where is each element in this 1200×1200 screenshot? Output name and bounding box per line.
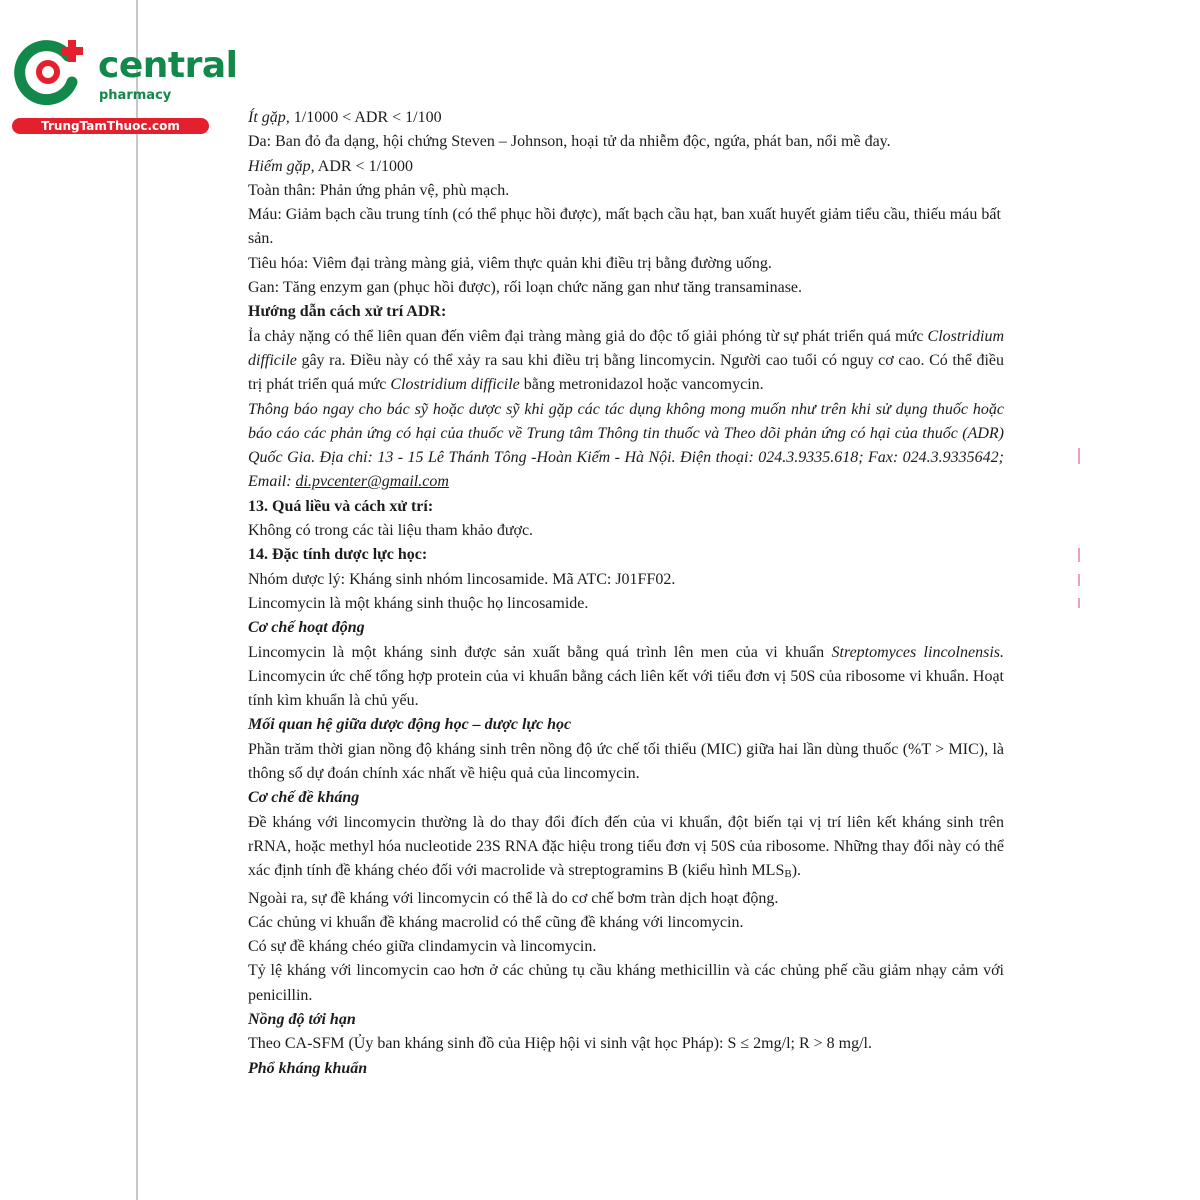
very-rare-range: ADR < 1/1000 xyxy=(314,157,414,175)
macrolide-resistance-text: Các chủng vi khuẩn đề kháng macrolid có thể cũng đề kháng với lincomycin. xyxy=(248,913,744,931)
skin-effects: Da: Ban đỏ đa dạng, hội chứng Steven – Johnson, hoại tử da nhiễm độc, ngứa, phát ban, nổi mề đay. xyxy=(248,133,891,151)
very-rare-heading: Hiếm gặp, xyxy=(248,157,315,175)
mechanism-text-part: Lincomycin ức chế tổng hợp protein của vi khuẩn bằng cách liên kết với tiểu đơn vị 50S của ribosome vi khuẩn. Hoạt tính kìm khuẩn là chủ yếu. xyxy=(248,667,1004,710)
blood-effects: Máu: Giảm bạch cầu trung tính (có thể phục hồi được), mất bạch cầu hạt, ban xuất huyết giảm tiểu cầu, thiếu máu bất sản. xyxy=(248,206,1001,248)
margin-mark xyxy=(1078,598,1080,608)
pk-pd-heading: Mối quan hệ giữa dược động học – dược lực học xyxy=(248,716,572,734)
mechanism-text xyxy=(248,641,1004,714)
adr-report-notice xyxy=(248,398,1004,495)
resistance-text xyxy=(248,811,1004,887)
spectrum-heading: Phổ kháng khuẩn xyxy=(248,1059,368,1077)
brand-name: central xyxy=(98,45,238,86)
mechanism-text-part: Lincomycin là một kháng sinh được sản xuất bằng quá trình lên men của vi khuẩn xyxy=(248,643,832,661)
drug-family: Lincomycin là một kháng sinh thuộc họ lincosamide. xyxy=(248,594,589,612)
section-13-heading: 13. Quá liều và cách xử trí: xyxy=(248,497,434,515)
brand-url-badge[interactable]: TrungTamThuoc.com xyxy=(12,118,209,134)
margin-mark xyxy=(1078,574,1080,586)
section-14-heading: 14. Đặc tính dược lực học: xyxy=(248,546,428,564)
organism-name: Streptomyces lincolnensis. xyxy=(831,643,1004,661)
page-edge-line xyxy=(136,0,138,1200)
digestive-effects: Tiêu hóa: Viêm đại tràng màng giả, viêm thực quản khi điều trị bằng đường uống. xyxy=(248,254,772,272)
very-rare-frequency-line xyxy=(248,155,1004,179)
notice-text: Thông báo ngay cho bác sỹ hoặc dược sỹ khi gặp các tác dụng không mong muốn như trên khi sử dụng thuốc hoặc báo cáo các phản ứng có hại của thuốc về Trung tâm Thông tin thuốc và Theo dõi phản ứng có hại của thuốc (ADR) Quốc Gia. Địa chỉ: 13 - 15 Lê Thánh Tông -Hoàn Kiếm - Hà Nội. Điện thoại: 024.3.9335.618; Fax: 024.3.9335642; Email: xyxy=(248,400,1004,491)
margin-mark xyxy=(1078,548,1080,562)
adr-text-part: bằng metronidazol hoặc vancomycin. xyxy=(519,376,764,394)
cross-resistance-text: Có sự đề kháng chéo giữa clindamycin và lincomycin. xyxy=(248,938,597,956)
pharmacological-group: Nhóm dược lý: Kháng sinh nhóm lincosamide. Mã ATC: J01FF02. xyxy=(248,570,676,588)
pk-pd-text: Phần trăm thời gian nồng độ kháng sinh trên nồng độ ức chế tối thiểu (MIC) giữa hai lần dùng thuốc (%T > MIC), là thông số dự đoán chính xác nhất về hiệu quả của lincomycin. xyxy=(248,740,1004,783)
rare-range: 1/1000 < ADR < 1/100 xyxy=(289,109,442,126)
email-link[interactable]: di.pvcenter@gmail.com xyxy=(295,473,449,491)
section-13-text: Không có trong các tài liệu tham khảo được. xyxy=(248,522,534,540)
resistance-text-part: Đề kháng với lincomycin thường là do thay đổi đích đến của vi khuẩn, đột biến tại vị trí liên kết kháng sinh trên rRNA, hoặc methyl hóa nucleotide 23S RNA đặc hiệu trong tiểu đơn vị 50S của ribosome. Những thay đổi này có thể xác định tính đề kháng chéo đối với macrolide và streptogramins B (kiểu hình MLS xyxy=(248,813,1004,880)
adr-text-part: Ỉa chảy nặng có thể liên quan đến viêm đại tràng màng giả do độc tố giải phóng từ sự phát triển quá mức xyxy=(248,327,928,345)
document-body xyxy=(248,106,1004,1081)
brand-subtitle: pharmacy xyxy=(99,88,172,103)
resistance-rate-text: Tỷ lệ kháng với lincomycin cao hơn ở các chủng tụ cầu kháng methicillin và các chủng phế cầu giảm nhạy cảm với penicillin. xyxy=(248,962,1004,1004)
margin-mark xyxy=(1078,448,1080,464)
rare-heading: Ít gặp, xyxy=(248,109,290,126)
organism-name: Clostridium difficile xyxy=(390,376,520,394)
resistance-heading: Cơ chế đề kháng xyxy=(248,789,360,807)
brand-logo[interactable] xyxy=(10,38,238,138)
rare-frequency-line xyxy=(248,106,1004,130)
central-pharmacy-logo-icon xyxy=(10,38,92,110)
breakpoint-text: Theo CA-SFM (Ủy ban kháng sinh đồ của Hiệp hội vi sinh vật học Pháp): S ≤ 2mg/l; R > 8 mg/l. xyxy=(248,1035,872,1053)
efflux-text: Ngoài ra, sự đề kháng với lincomycin có thể là do cơ chế bơm tràn dịch hoạt động. xyxy=(248,889,779,907)
adr-handling-heading: Hướng dẫn cách xử trí ADR: xyxy=(248,303,447,321)
adr-text-part: gây ra. Điều này có thể xảy ra sau khi điều trị bằng lincomycin. Người cao tuổi có nguy cơ cao. Có thể điều trị phát triển quá mức xyxy=(248,351,1004,394)
subscript: B xyxy=(784,868,792,881)
organism-name: Clostridium difficile xyxy=(248,327,1004,369)
systemic-effects: Toàn thân: Phản ứng phản vệ, phù mạch. xyxy=(248,181,510,199)
mechanism-heading: Cơ chế hoạt động xyxy=(248,619,365,637)
adr-handling-text xyxy=(248,325,1004,398)
breakpoint-heading: Nồng độ tới hạn xyxy=(248,1010,356,1028)
liver-effects: Gan: Tăng enzym gan (phục hồi được), rối loạn chức năng gan như tăng transaminase. xyxy=(248,279,803,297)
resistance-text-part: ). xyxy=(791,862,802,880)
